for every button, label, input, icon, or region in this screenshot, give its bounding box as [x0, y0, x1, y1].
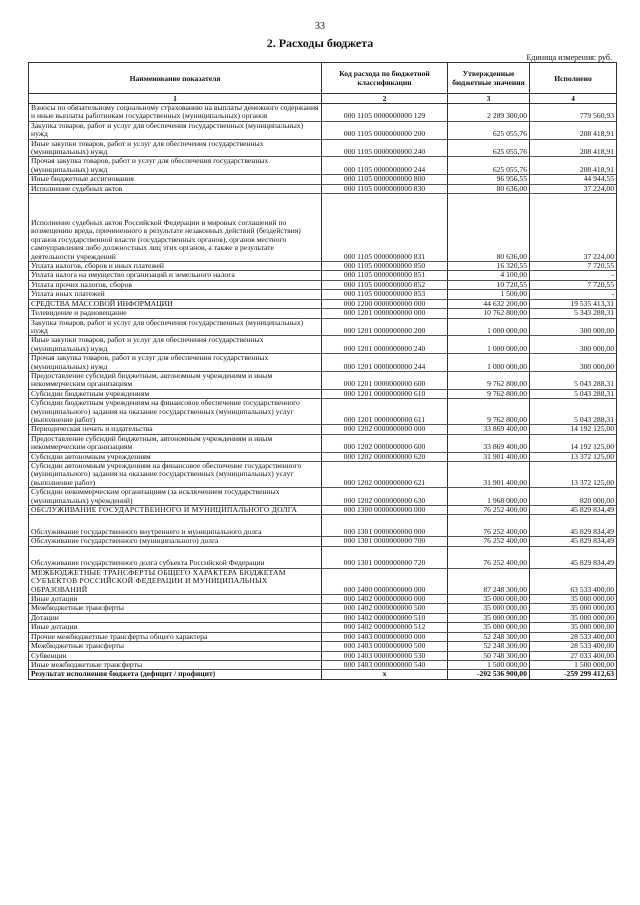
row-approved: 80 636,00	[448, 184, 530, 193]
row-executed: 44 944,55	[530, 175, 617, 184]
table-row	[29, 121, 617, 139]
row-approved: 44 632 200,00	[448, 299, 530, 308]
row-approved: 35 000 000,00	[448, 604, 530, 613]
row-executed: 300 000,00	[530, 336, 617, 354]
row-code: 000 1105 0000000000 830	[322, 184, 448, 193]
row-name: Уплата иных платежей	[29, 290, 322, 299]
row-code: 000 1105 0000000000 852	[322, 280, 448, 289]
row-code: 000 1202 0000000000 600	[322, 434, 448, 452]
row-approved: 10 762 800,00	[448, 309, 530, 318]
row-code: 000 1105 0000000000 129	[322, 104, 448, 122]
row-name: Субсидии некоммерческим организациям (за исключением государственных (муниципальных) учреждений)	[29, 488, 322, 506]
row-approved: 33 869 400,00	[448, 425, 530, 434]
row-code: 000 1105 0000000000 831	[322, 194, 448, 262]
header-row	[29, 63, 617, 94]
row-code: 000 1105 0000000000 244	[322, 157, 448, 175]
table-row	[29, 262, 617, 271]
row-executed: 1 500 000,00	[530, 660, 617, 669]
row-approved: 76 252 400,00	[448, 515, 530, 537]
table-row	[29, 354, 617, 372]
units-label: Единица измерения: руб.	[526, 53, 612, 62]
row-name: Иные дотации	[29, 595, 322, 604]
row-executed: 35 000 000,00	[530, 595, 617, 604]
table-row	[29, 434, 617, 452]
row-name: Субсидии автономным учреждениям	[29, 452, 322, 461]
row-code: 000 1202 0000000000 620	[322, 452, 448, 461]
row-name: Субсидии бюджетным учреждениям	[29, 389, 322, 398]
row-approved: 35 000 000,00	[448, 613, 530, 622]
row-name: Уплата прочих налогов, сборов	[29, 280, 322, 289]
row-executed: 35 000 000,00	[530, 613, 617, 622]
row-approved: 1 000 000,00	[448, 336, 530, 354]
row-code: 000 1105 0000000000 850	[322, 262, 448, 271]
row-code: 000 1201 0000000000 244	[322, 354, 448, 372]
row-name: Субвенции	[29, 651, 322, 660]
row-code: 000 1400 0000000000 000	[322, 568, 448, 594]
row-approved: 2 289 300,00	[448, 104, 530, 122]
row-code: 000 1202 0000000000 630	[322, 488, 448, 506]
table-row	[29, 515, 617, 537]
row-approved: 87 248 300,00	[448, 568, 530, 594]
row-executed: -	[530, 290, 617, 299]
header-executed: Исполнено	[530, 63, 617, 94]
row-approved: 76 252 400,00	[448, 537, 530, 546]
row-name: Обслуживание государственного внутреннего и муниципального долга	[29, 515, 322, 537]
total-code: x	[322, 670, 448, 679]
row-name: Предоставление субсидий бюджетным, автономным учреждениям и иным некоммерческим организациям	[29, 434, 322, 452]
table-body	[29, 104, 617, 680]
row-code: 000 1301 0000000000 720	[322, 546, 448, 568]
row-code: 000 1105 0000000000 240	[322, 139, 448, 157]
row-approved: 9 762 800,00	[448, 371, 530, 389]
row-executed: 5 043 288,31	[530, 389, 617, 398]
row-code: 000 1105 0000000000 200	[322, 121, 448, 139]
row-code: 000 1201 0000000000 600	[322, 371, 448, 389]
row-code: 000 1201 0000000000 610	[322, 389, 448, 398]
table-row	[29, 271, 617, 280]
row-executed: 13 372 125,00	[530, 452, 617, 461]
row-approved: 1 500 000,00	[448, 660, 530, 669]
table-row	[29, 537, 617, 546]
row-executed: 7 720,55	[530, 280, 617, 289]
row-executed: 300 000,00	[530, 318, 617, 336]
row-approved: 16 320,55	[448, 262, 530, 271]
header-name: Наименование показателя	[29, 63, 322, 94]
row-code: 000 1403 0000000000 000	[322, 632, 448, 641]
table-row	[29, 488, 617, 506]
row-name: Предоставление субсидий бюджетным, автономным учреждениям и иным некоммерческим организациям	[29, 371, 322, 389]
row-executed: 5 043 288,31	[530, 371, 617, 389]
row-name: Исполнение судебных актов	[29, 184, 322, 193]
row-code: 000 1301 0000000000 000	[322, 515, 448, 537]
row-name: МЕЖБЮДЖЕТНЫЕ ТРАНСФЕРТЫ ОБЩЕГО ХАРАКТЕРА БЮДЖЕТАМ СУБЪЕКТОВ РОССИЙСКОЙ ФЕДЕРАЦИИ И МУНИЦИПАЛЬНЫХ ОБРАЗОВАНИЙ	[29, 568, 322, 594]
row-approved: 9 762 800,00	[448, 389, 530, 398]
table-row	[29, 104, 617, 122]
row-code: 000 1201 0000000000 200	[322, 318, 448, 336]
row-name: Взносы по обязательному социальному страхованию на выплаты денежного содержания и иные выплаты работникам государственных (муниципальных) органов	[29, 104, 322, 122]
table-row	[29, 452, 617, 461]
row-approved: 625 055,76	[448, 121, 530, 139]
table-row	[29, 184, 617, 193]
column-number: 1	[29, 94, 322, 104]
row-name: ОБСЛУЖИВАНИЕ ГОСУДАРСТВЕННОГО И МУНИЦИПАЛЬНОГО ДОЛГА	[29, 506, 322, 515]
row-executed: 35 000 000,00	[530, 623, 617, 632]
row-code: 000 1402 0000000000 510	[322, 613, 448, 622]
row-approved: 33 869 400,00	[448, 434, 530, 452]
row-approved: 52 248 300,00	[448, 632, 530, 641]
row-name: Уплата налогов, сборов и иных платежей	[29, 262, 322, 271]
row-name: Закупка товаров, работ и услуг для обеспечения государственных (муниципальных) нужд	[29, 318, 322, 336]
row-name: Межбюджетные трансферты	[29, 642, 322, 651]
row-name: Прочие межбюджетные трансферты общего характера	[29, 632, 322, 641]
row-executed: 7 720,55	[530, 262, 617, 271]
row-code: 000 1105 0000000000 800	[322, 175, 448, 184]
table-row	[29, 660, 617, 669]
table-row	[29, 642, 617, 651]
row-code: 000 1301 0000000000 700	[322, 537, 448, 546]
row-approved: 31 901 400,00	[448, 452, 530, 461]
row-name: Закупка товаров, работ и услуг для обеспечения государственных (муниципальных) нужд	[29, 121, 322, 139]
row-approved: 625 055,76	[448, 157, 530, 175]
row-name: Иные закупки товаров, работ и услуг для обеспечения государственных (муниципальных) нужд	[29, 336, 322, 354]
row-approved: 31 901 400,00	[448, 462, 530, 488]
row-code: 000 1201 0000000000 000	[322, 309, 448, 318]
row-approved: 10 720,55	[448, 280, 530, 289]
row-name: Обслуживание государственного (муниципального) долга	[29, 537, 322, 546]
row-code: 000 1202 0000000000 621	[322, 462, 448, 488]
table-row	[29, 157, 617, 175]
row-approved: 80 636,00	[448, 194, 530, 262]
row-executed: 37 224,00	[530, 184, 617, 193]
row-executed: 27 033 400,00	[530, 651, 617, 660]
table-row	[29, 280, 617, 289]
table-row	[29, 462, 617, 488]
header-code: Код расхода по бюджетной классификации	[322, 63, 448, 94]
row-executed: 5 343 288,31	[530, 309, 617, 318]
row-name: Прочая закупка товаров, работ и услуг для обеспечения государственных (муниципальных) нужд	[29, 354, 322, 372]
column-number: 4	[530, 94, 617, 104]
row-executed: 45 829 834,49	[530, 537, 617, 546]
row-executed: -	[530, 271, 617, 280]
row-code: 000 1402 0000000000 512	[322, 623, 448, 632]
row-name: Обслуживание государственного долга субъекта Российской Федерации	[29, 546, 322, 568]
row-name: Иные закупки товаров, работ и услуг для обеспечения государственных (муниципальных) нужд	[29, 139, 322, 157]
row-executed: 13 372 125,00	[530, 462, 617, 488]
table-row	[29, 604, 617, 613]
row-name: Субсидии бюджетным учреждениям на финансовое обеспечение государственного (муниципального) задания на оказание государственных (муниципальных) услуг (выполнение работ)	[29, 399, 322, 425]
row-name: Межбюджетные трансферты	[29, 604, 322, 613]
row-approved: 1 000 000,00	[448, 354, 530, 372]
row-code: 000 1403 0000000000 530	[322, 651, 448, 660]
row-approved: 52 248 300,00	[448, 642, 530, 651]
row-code: 000 1403 0000000000 500	[322, 642, 448, 651]
row-name: Прочая закупка товаров, работ и услуг для обеспечения государственных (муниципальных) нужд	[29, 157, 322, 175]
row-name: Субсидии автономным учреждениям на финансовое обеспечение государственного (муниципального) задания на оказание государственных (муниципальных) услуг (выполнение работ)	[29, 462, 322, 488]
table-row	[29, 299, 617, 308]
row-approved: 35 000 000,00	[448, 595, 530, 604]
row-approved: 96 956,55	[448, 175, 530, 184]
row-approved: 1 968 000,00	[448, 488, 530, 506]
row-name: Иные дотации	[29, 623, 322, 632]
total-row	[29, 670, 617, 679]
row-executed: 35 000 000,00	[530, 604, 617, 613]
row-executed: 5 043 288,31	[530, 399, 617, 425]
table-row	[29, 399, 617, 425]
header-approved: Утвержденные бюджетные значения	[448, 63, 530, 94]
table-row	[29, 175, 617, 184]
table-row	[29, 336, 617, 354]
row-executed: 208 418,91	[530, 157, 617, 175]
row-name: Периодическая печать и издательства	[29, 425, 322, 434]
total-approved: -202 536 900,00	[448, 670, 530, 679]
table-row	[29, 389, 617, 398]
table-row	[29, 568, 617, 594]
row-executed: 208 418,91	[530, 121, 617, 139]
row-executed: 37 224,00	[530, 194, 617, 262]
row-code: 000 1105 0000000000 853	[322, 290, 448, 299]
row-approved: 35 000 000,00	[448, 623, 530, 632]
column-number-row	[29, 94, 617, 104]
row-executed: 300 000,00	[530, 354, 617, 372]
row-executed: 14 192 125,00	[530, 434, 617, 452]
row-executed: 208 418,91	[530, 139, 617, 157]
row-code: 000 1402 0000000000 500	[322, 604, 448, 613]
page-number: 33	[315, 21, 325, 32]
row-code: 000 1202 0000000000 000	[322, 425, 448, 434]
total-executed: -259 299 412,63	[530, 670, 617, 679]
row-executed: 14 192 125,00	[530, 425, 617, 434]
table-row	[29, 613, 617, 622]
row-name: Иные бюджетные ассигнования	[29, 175, 322, 184]
row-approved: 76 252 400,00	[448, 546, 530, 568]
row-code: 000 1201 0000000000 611	[322, 399, 448, 425]
table-row	[29, 290, 617, 299]
row-name: Дотации	[29, 613, 322, 622]
row-executed: 45 829 834,49	[530, 506, 617, 515]
table-row	[29, 595, 617, 604]
row-code: 000 1200 0000000000 000	[322, 299, 448, 308]
row-executed: 28 533 400,00	[530, 642, 617, 651]
row-executed: 19 535 413,31	[530, 299, 617, 308]
row-approved: 1 000 000,00	[448, 318, 530, 336]
table-row	[29, 506, 617, 515]
row-name: Исполнение судебных актов Российской Федерации и мировых соглашений по возмещению вреда, причиненного в результате незаконных действий (бездействия) органов государственной власти (государственных органов), органов местного самоуправления либо должностных лиц этих органов, а также в результате деятельности учреждений	[29, 194, 322, 262]
table-row	[29, 371, 617, 389]
row-name: Иные межбюджетные трансферты	[29, 660, 322, 669]
row-code: 000 1402 0000000000 000	[322, 595, 448, 604]
table-row	[29, 546, 617, 568]
row-name: Уплата налога на имущество организаций и земельного налога	[29, 271, 322, 280]
row-approved: 76 252 400,00	[448, 506, 530, 515]
column-number: 3	[448, 94, 530, 104]
row-code: 000 1105 0000000000 851	[322, 271, 448, 280]
row-code: 000 1300 0000000000 000	[322, 506, 448, 515]
row-executed: 45 829 834,49	[530, 515, 617, 537]
table-row	[29, 425, 617, 434]
row-approved: 1 500,00	[448, 290, 530, 299]
row-approved: 50 748 300,00	[448, 651, 530, 660]
table-row	[29, 318, 617, 336]
column-number: 2	[322, 94, 448, 104]
row-approved: 4 100,00	[448, 271, 530, 280]
table-row	[29, 139, 617, 157]
row-executed: 63 533 400,00	[530, 568, 617, 594]
table-row	[29, 194, 617, 262]
table-row	[29, 309, 617, 318]
row-code: 000 1403 0000000000 540	[322, 660, 448, 669]
row-approved: 625 055,76	[448, 139, 530, 157]
table-row	[29, 623, 617, 632]
expenses-table	[28, 62, 617, 680]
section-title: 2. Расходы бюджета	[266, 36, 374, 50]
row-executed: 779 560,93	[530, 104, 617, 122]
table-row	[29, 632, 617, 641]
row-name: СРЕДСТВА МАССОВОЙ ИНФОРМАЦИИ	[29, 299, 322, 308]
row-executed: 45 829 834,49	[530, 546, 617, 568]
row-code: 000 1201 0000000000 240	[322, 336, 448, 354]
row-executed: 28 533 400,00	[530, 632, 617, 641]
row-name: Телевидение и радиовещание	[29, 309, 322, 318]
table-row	[29, 651, 617, 660]
row-approved: 9 762 800,00	[448, 399, 530, 425]
row-executed: 820 000,00	[530, 488, 617, 506]
total-name: Результат исполнения бюджета (дефицит / профицит)	[29, 670, 322, 679]
